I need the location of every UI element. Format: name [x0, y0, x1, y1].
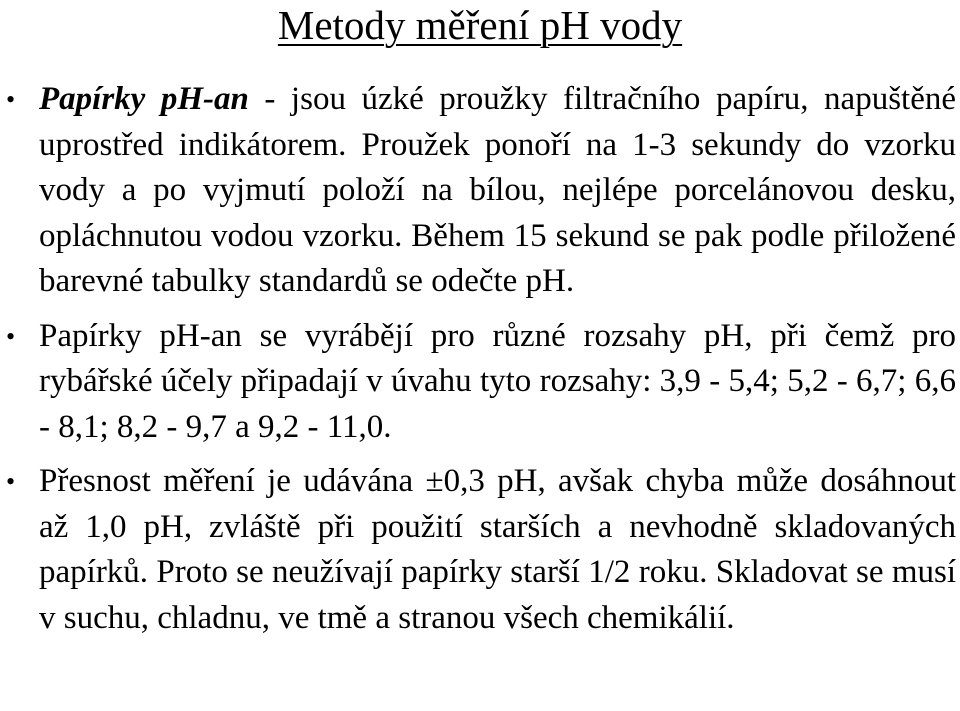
bullet-list: [0, 77, 960, 650]
bullet-lead-term: Papírky pH-an: [39, 81, 249, 117]
bullet-text: Přesnost měření je udávána ±0,3 pH, avšak chyba může dosáhnout až 1,0 pH, zvláště při použití starších a nevhodně skladovaných papírků. Proto se neužívají papírky starší 1/2 roku. Skladovat se musí v suchu, chladnu, ve tmě a stranou všech chemikálií.: [39, 463, 956, 636]
bullet-icon: •: [6, 321, 16, 351]
bullet-item-rozsahy: [0, 314, 960, 451]
bullet-icon: •: [6, 85, 16, 114]
bullet-text: Papírky pH-an se vyrábějí pro různé rozsahy pH, při čemž pro rybářské účely připadají v úvahu tyto rozsahy: 3,9 - 5,4; 5,2 - 6,7; 6,6 - 8,1; 8,2 - 9,7 a 9,2 - 11,0.: [39, 317, 956, 445]
bullet-item-papirky-ph-an: [0, 77, 960, 305]
bullet-item-presnost: [0, 459, 960, 641]
bullet-text: - jsou úzké proužky filtračního papíru, napuštěné uprostřed indikátorem. Proužek ponoří na 1-3 sekundy do vzorku vody a po vyjmutí položí na bílou, nejlépe porcelánovou desku, opláchnutou vodou vzorku. Během 15 sekund se pak podle přiložené barevné tabulky standardů se odečte pH.: [39, 81, 957, 299]
page-title: Metody měření pH vody: [277, 2, 683, 48]
bullet-icon: •: [6, 467, 16, 496]
